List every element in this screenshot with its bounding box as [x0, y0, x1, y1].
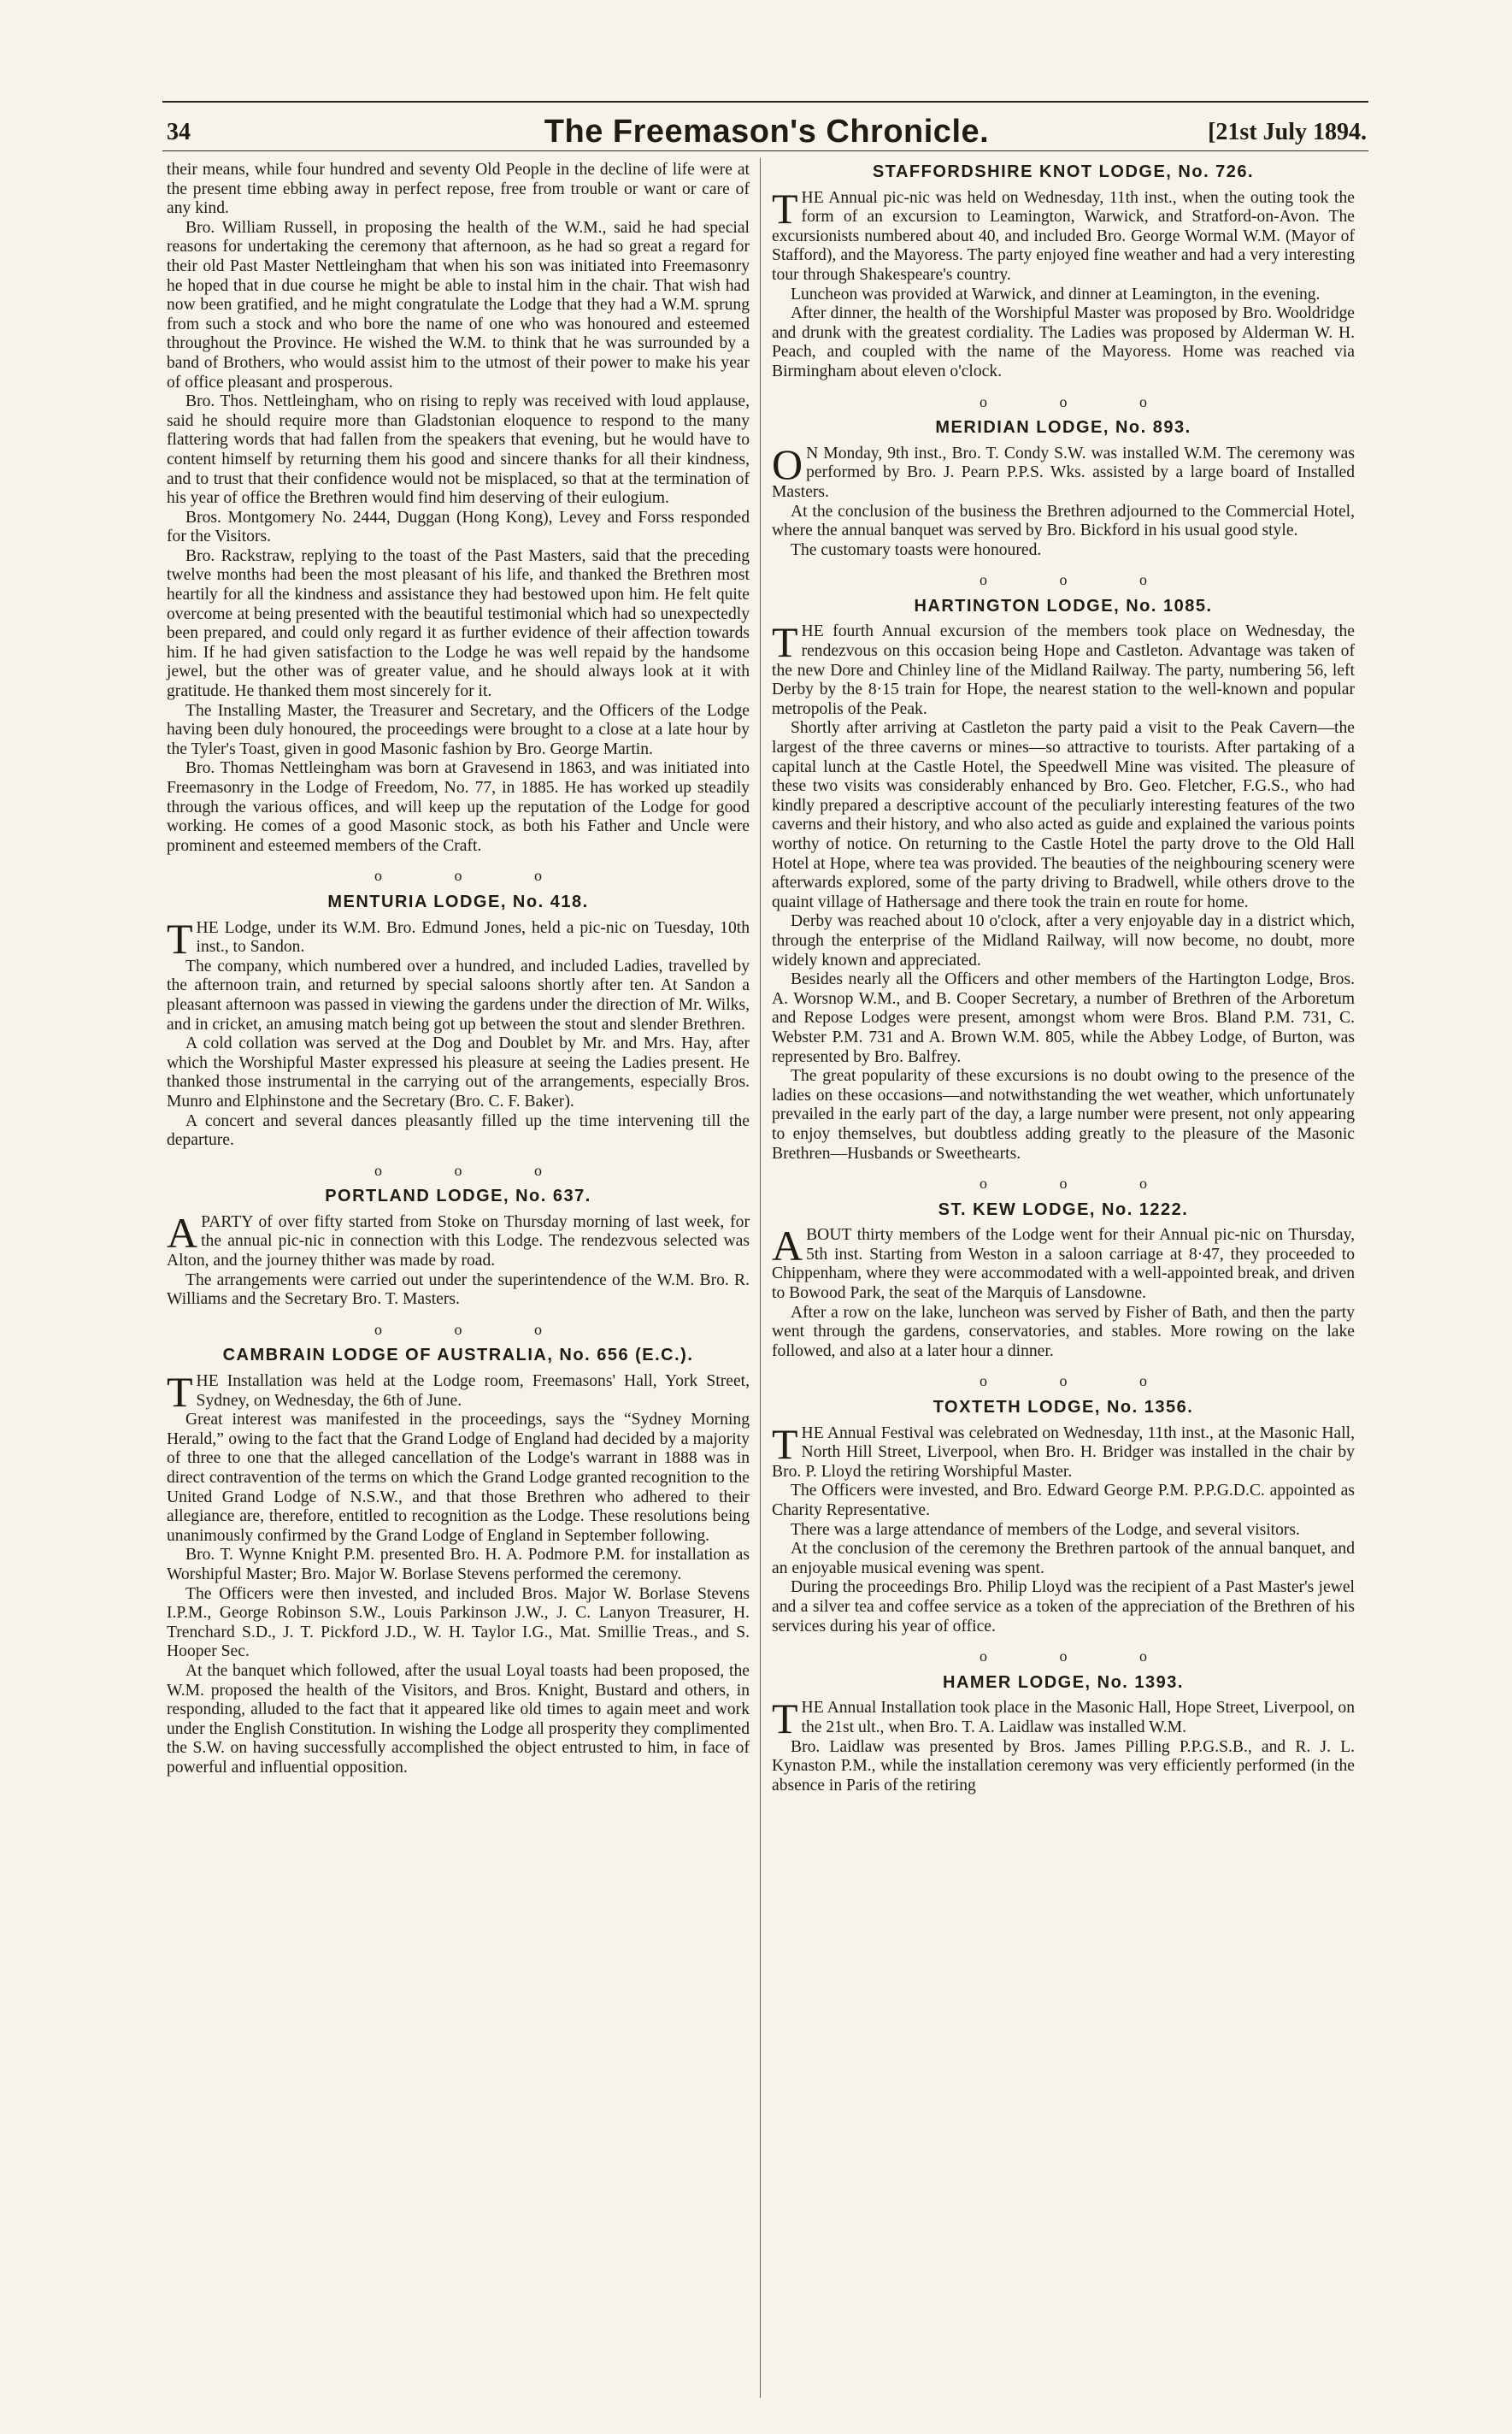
- paragraph: The company, which numbered over a hundred, and included Ladies, travelled by the afternoon train, and returned by special saloons shortly after ten. At Sandon a pleasant afternoon was passed in viewing the gardens under the direction of Mr. Wilks, and in cricket, an amusing match being got up between the stout and slender Brethren.: [167, 957, 750, 1034]
- article-toxteth: [772, 1398, 1355, 1636]
- section-ornament: o o o: [980, 1175, 1181, 1193]
- top-rule: [162, 101, 1368, 103]
- drop-cap: T: [772, 1694, 798, 1743]
- paragraph: Bro. Thomas Nettleingham was born at Gravesend in 1863, and was initiated into Freemasonry in the Lodge of Freedom, No. 77, in 1885. He has worked up steadily through the various offices, and will keep up the reputation of the Lodge for good working. He comes of a good Masonic stock, as both his Father and Uncle were prominent and esteemed members of the Craft.: [167, 759, 750, 855]
- paragraph: During the proceedings Bro. Philip Lloyd was the recipient of a Past Master's jewel and a silver tea and coffee service as a token of the appreciation of the Brethren of his services during his year of office.: [772, 1578, 1355, 1635]
- paragraph: O N Monday, 9th inst., Bro. T. Condy S.W. was installed W.M. The ceremony was performed by Bro. J. Pearn P.P.S. Wks. assisted by a large board of Installed Masters.: [772, 439, 1355, 501]
- issue-date: [21st July 1894.: [1208, 119, 1367, 145]
- section-ornament: o o o: [374, 867, 576, 885]
- section-ornament: o o o: [980, 1372, 1181, 1390]
- article-heading: TOXTETH LODGE, No. 1356.: [932, 1398, 1194, 1417]
- paragraph: Bro. William Russell, in proposing the health of the W.M., said he had special reasons for undertaking the ceremony that afternoon, as he had so great a regard for their old Past Master Nettleingham that when his son was initiated into Freemasonry he hoped that in due course he might be able to instal him in the chair. That wish had now been gratified, and he might congratulate the Lodge that they had a W.M. sprung from such a stock and who bore the name of one who was honoured and esteemed throughout the Province. He wished the W.M. to think that he was surrounded by a band of Brothers, who would assist him to the utmost of their power to make his year of office pleasant and prosperous.: [167, 218, 750, 392]
- article-heading: STAFFORDSHIRE KNOT LODGE, No. 726.: [872, 162, 1255, 181]
- paragraph: Bro. Rackstraw, replying to the toast of the Past Masters, said that the preceding twelve months had been the most pleasant of his life, and thanked the Brethren most heartily for all the kindness and assistance they had bestowed upon him. He felt quite overcome at being presented with the beautiful testimonial which had so unexpectedly been prepared, and could only regard it as further evidence of their affection towards him. If he had given satisfaction to the Lodge he was well repaid by the handsome jewel, but the other was of greater value, and he should always look at it with gratitude. He thanked them most sincerely for it.: [167, 546, 750, 701]
- paragraph: At the banquet which followed, after the usual Loyal toasts had been proposed, the W.M. proposed the health of the Visitors, and Bros. Knight, Bustard and others, in responding, alluded to the fact that it appeared like old times to again meet and work under the English Constitution. In wishing the Lodge all prosperity they complimented the S.W. on having successfully accomplished the object entrusted to him, in face of powerful and influential opposition.: [167, 1661, 750, 1777]
- paragraph: Bro. Thos. Nettleingham, who on rising to reply was received with loud applause, said he should require more than Gladstonian eloquence to respond to the many flattering words that had fallen from the speakers that evening, but he would have to content himself by returning them his good and sincere thanks for all their kindness, and to trust that their confidence would not be misplaced, so that at the termination of his year of office the Brethren would find him deserving of their eulogium.: [167, 392, 750, 508]
- article-heading: MENTURIA LODGE, No. 418.: [327, 892, 589, 911]
- paragraph: THE Lodge, under its W.M. Bro. Edmund Jones, held a pic-nic on Tuesday, 10th inst., to Sandon.: [167, 914, 750, 963]
- continued-article: [167, 161, 750, 856]
- article-st-kew: [772, 1200, 1355, 1362]
- paragraph: At the conclusion of the business the Brethren adjourned to the Commercial Hotel, where the annual banquet was served by Bro. Bickford in his usual good style.: [772, 502, 1355, 540]
- paragraph: THE fourth Annual excursion of the members took place on Wednesday, the rendezvous on this occasion being Hope and Castleton. Advantage was taken of the new Dore and Chinley line of the Midland Railway. The party, numbering 56, left Derby by the 8·15 train for Hope, the nearest station to the well-known and popular metropolis of the Peak.: [772, 618, 1355, 718]
- masthead-title: The Freemason's Chronicle.: [544, 114, 990, 150]
- paragraph: THE Annual Festival was celebrated on Wednesday, 11th inst., at the Masonic Hall, North Hill Street, Liverpool, when Bro. H. Bridger was installed in the chair by Bro. P. Lloyd the retiring Worshipful Master.: [772, 1419, 1355, 1481]
- paragraph: A cold collation was served at the Dog and Doublet by Mr. and Mrs. Hay, after which the Worshipful Master expressed his pleasure at seeing the Ladies present. He thanked those instrumental in the carrying out of the arrangements, especially Bros. Munro and Elphinstone and the Secretary (Bro. C. F. Baker).: [167, 1034, 750, 1111]
- page-number: 34: [167, 119, 191, 145]
- paragraph: THE Annual Installation took place in the Masonic Hall, Hope Street, Liverpool, on the 21st ult., when Bro. T. A. Laidlaw was installed W.M.: [772, 1694, 1355, 1743]
- paragraph: A concert and several dances pleasantly filled up the time intervening till the departure.: [167, 1111, 750, 1150]
- article-staffordshire: [772, 162, 1355, 382]
- paragraph: The great popularity of these excursions is no doubt owing to the presence of the ladies on these occasions—and notwithstanding the wet weather, which unfortunately prevailed in the early part of the day, a large number were present, not only appearing to enjoy themselves, but doubtless adding greatly to the pleasure of the Masonic Brethren—Husbands or Sweethearts.: [772, 1067, 1355, 1163]
- drop-cap: T: [772, 184, 798, 233]
- paragraph: Bro. Laidlaw was presented by Bros. James Pilling P.P.G.S.B., and R. J. L. Kynaston P.M., while the installation ceremony was very efficiently performed (in the absence in Paris of the retiring: [772, 1737, 1355, 1795]
- paragraph: The Officers were invested, and Bro. Edward George P.M. P.P.G.D.C. appointed as Charity Representative.: [772, 1482, 1355, 1519]
- paragraph: The arrangements were carried out under the superintendence of the W.M. Bro. R. Williams and the Secretary Bro. T. Masters.: [167, 1270, 750, 1309]
- section-ornament: o o o: [980, 571, 1181, 589]
- drop-cap: O: [772, 439, 803, 488]
- paragraph: Shortly after arriving at Castleton the party paid a visit to the Peak Cavern—the largest of the three caverns or mines—so attractive to tourists. After partaking of a capital lunch at the Castle Hotel, the Speedwell Mine was visited. The pleasure of these two visits was considerably enhanced by Bro. Geo. Fletcher, F.G.S., who had kindly prepared a descriptive account of the peculiarly interesting features of the two caverns and their history, and who also acted as guide and explained the various points worthy of notice. On returning to the Castle Hotel the party drove to the Old Hall Hotel at Hope, where tea was provided. The beauties of the neighbouring scenery were afterwards explored, some of the party driving to Bradwell, while others drove to the quaint village of Hathersage and there took the train en route for home.: [772, 719, 1355, 911]
- article-heading: HARTINGTON LODGE, No. 1085.: [914, 596, 1213, 616]
- paragraph: their means, while four hundred and seventy Old People in the decline of life were at the present time ebbing away in perfect repose, free from trouble or want or care of any kind.: [167, 161, 750, 218]
- paragraph: THE Annual pic-nic was held on Wednesday, 11th inst., when the outing took the form of an excursion to Leamington, Warwick, and Stratford-on-Avon. The excursionists numbered about 40, and included Bro. George Wormal W.M. (Mayor of Stafford), and the Mayoress. The party enjoyed fine weather and had a very interesting tour through Shakespeare's country.: [772, 184, 1355, 284]
- paragraph: Great interest was manifested in the proceedings, says the “Sydney Morning Herald,” owing to the fact that the Grand Lodge of England had decided by a majority of three to one that the alleged cancellation of the Lodge's warrant in 1888 was in direct contravention of the terms on which the Grand Lodge granted recognition to the United Grand Lodge of N.S.W., and that those Brethren who adhered to their allegiance are, therefore, entitled to recognition as the Lodge. These resolutions being unanimously confirmed by the Grand Lodge of England in September following.: [167, 1411, 750, 1545]
- article-meridian: [772, 418, 1355, 560]
- paragraph: The customary toasts were honoured.: [791, 540, 1042, 559]
- article-menturia: [167, 893, 750, 1151]
- paragraph: ABOUT thirty members of the Lodge went for their Annual pic-nic on Thursday, 5th inst. Starting from Weston in a saloon carriage at 8·47, they proceeded to Chippenham, where they were accommodated with a well-appointed break, and driven to Bowood Park, the seat of the Marquis of Lansdowne.: [772, 1222, 1355, 1303]
- header-rule: [162, 150, 1368, 151]
- article-heading: PORTLAND LODGE, No. 637.: [325, 1187, 591, 1206]
- paragraph: At the conclusion of the ceremony the Brethren partook of the annual banquet, and an enjoyable musical evening was spent.: [772, 1540, 1355, 1577]
- drop-cap: A: [772, 1222, 803, 1270]
- article-hamer: [772, 1673, 1355, 1796]
- drop-cap: T: [167, 1368, 193, 1417]
- section-ornament: o o o: [374, 1161, 576, 1179]
- article-heading: CAMBRAIN LODGE OF AUSTRALIA, No. 656 (E.C.).: [222, 1346, 694, 1365]
- paragraph: There was a large attendance of members of the Lodge, and several visitors.: [791, 1520, 1300, 1539]
- paragraph: APARTY of over fifty started from Stoke on Thursday morning of last week, for the annual pic-nic in connection with this Lodge. The rendezvous selected was Alton, and the journey thither was made by road.: [167, 1208, 750, 1270]
- paragraph: Luncheon was provided at Warwick, and dinner at Leamington, in the evening.: [791, 285, 1321, 304]
- paragraph: Besides nearly all the Officers and other members of the Hartington Lodge, Bros. A. Worsnop W.M., and B. Cooper Secretary, a number of Brethren of the Arboretum and Repose Lodges were present, amongst whom were Bros. Bland P.M. 731, C. Webster P.M. 731 and A. Brown W.M. 805, while the Abbey Lodge, of Burton, was represented by Bro. Balfrey.: [772, 970, 1355, 1066]
- paragraph: After dinner, the health of the Worshipful Master was proposed by Bro. Wooldridge and drunk with the greatest cordiality. The Ladies was proposed by Alderman W. H. Peach, and coupled with the name of the Mayoress. Home was reached via Birmingham about eleven o'clock.: [772, 304, 1355, 380]
- paragraph: Bro. T. Wynne Knight P.M. presented Bro. H. A. Podmore P.M. for installation as Worshipful Master; Bro. Major W. Borlase Stevens performed the ceremony.: [167, 1546, 750, 1583]
- article-heading: ST. KEW LODGE, No. 1222.: [938, 1199, 1189, 1219]
- paragraph: THE Installation was held at the Lodge room, Freemasons' Hall, York Street, Sydney, on Wednesday, the 6th of June.: [167, 1368, 750, 1417]
- article-hartington: [772, 597, 1355, 1164]
- drop-cap: T: [167, 914, 193, 963]
- article-heading: MERIDIAN LODGE, No. 893.: [935, 418, 1191, 438]
- paragraph: After a row on the lake, luncheon was served by Fisher of Bath, and then the party went through the gardens, conservatories, and stables. More rowing on the lake followed, and also at a later hour a dinner.: [772, 1303, 1355, 1360]
- paragraph: Bros. Montgomery No. 2444, Duggan (Hong Kong), Levey and Forss responded for the Visitors.: [167, 508, 750, 546]
- drop-cap: A: [167, 1208, 198, 1257]
- drop-cap: T: [772, 1419, 798, 1468]
- paragraph: The Installing Master, the Treasurer and Secretary, and the Officers of the Lodge having been duly honoured, the proceedings were brought to a close at a late hour by the Tyler's Toast, given in good Masonic fashion by Bro. George Martin.: [167, 701, 750, 758]
- section-ornament: o o o: [374, 1320, 576, 1338]
- article-portland: [167, 1187, 750, 1310]
- drop-cap: T: [772, 618, 798, 667]
- column-divider: [760, 158, 761, 2398]
- left-column: [167, 161, 750, 1778]
- right-column: [772, 161, 1355, 1795]
- section-ornament: o o o: [980, 1647, 1181, 1665]
- paragraph: Derby was reached about 10 o'clock, after a very enjoyable day in a district which, through the enterprise of the Midland Railway, will now become, no doubt, more widely known and appreciated.: [772, 912, 1355, 969]
- article-cambrain: [167, 1346, 750, 1777]
- paragraph: The Officers were then invested, and included Bros. Major W. Borlase Stevens I.P.M., George Robinson S.W., Louis Parkinson J.W., J. C. Lanyon Treasurer, H. Trenchard S.D., J. T. Pickford J.D., W. H. Taylor I.G., Mat. Smillie Treas., and S. Hooper Sec.: [167, 1584, 750, 1661]
- section-ornament: o o o: [980, 392, 1181, 410]
- page-header: [167, 115, 1367, 150]
- article-heading: HAMER LODGE, No. 1393.: [943, 1672, 1184, 1692]
